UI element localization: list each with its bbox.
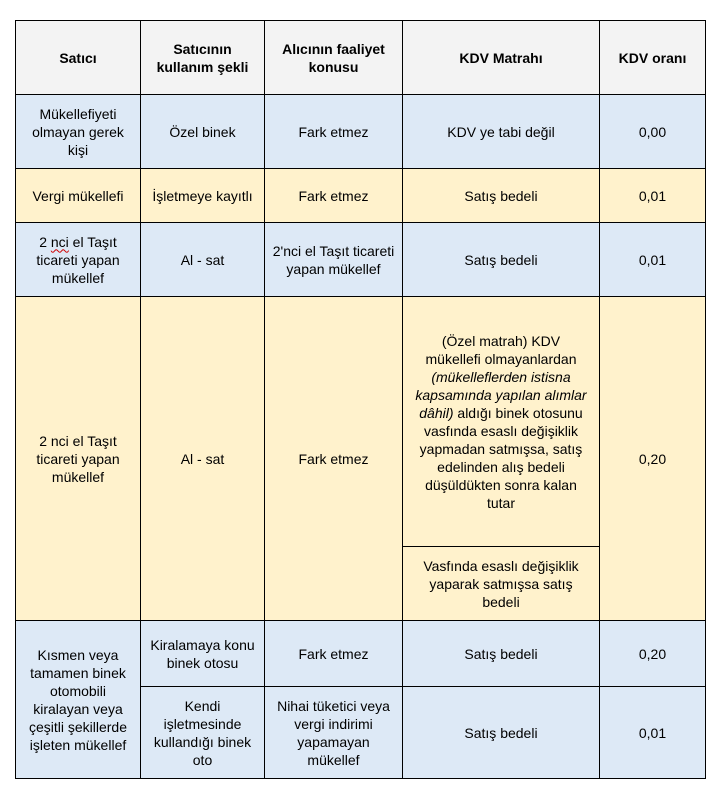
header-rate: KDV oranı bbox=[600, 21, 706, 95]
cell-base-special bbox=[403, 297, 600, 547]
cell-buyer: Fark etmez bbox=[265, 169, 403, 223]
cell-buyer: 2'nci el Taşıt ticareti yapan mükellef bbox=[265, 223, 403, 297]
cell-usage: Özel binek bbox=[141, 95, 265, 169]
seller-prefix: 2 bbox=[39, 233, 51, 250]
cell-base: Satış bedeli bbox=[403, 621, 600, 687]
kdv-rate-table bbox=[15, 20, 706, 779]
cell-rate: 0,01 bbox=[600, 169, 706, 223]
header-seller: Satıcı bbox=[16, 21, 141, 95]
cell-seller: Mükellefiyeti olmayan gerek kişi bbox=[16, 95, 141, 169]
cell-buyer: Fark etmez bbox=[265, 95, 403, 169]
table-row bbox=[16, 297, 706, 547]
header-row bbox=[16, 21, 706, 95]
cell-buyer: Fark etmez bbox=[265, 297, 403, 621]
cell-seller: Vergi mükellefi bbox=[16, 169, 141, 223]
cell-rate: 0,20 bbox=[600, 621, 706, 687]
cell-usage: Kendi işletmesinde kullandığı binek oto bbox=[141, 687, 265, 779]
cell-base: KDV ye tabi değil bbox=[403, 95, 600, 169]
table-row bbox=[16, 95, 706, 169]
cell-base: Satış bedeli bbox=[403, 687, 600, 779]
header-buyer: Alıcının faaliyet konusu bbox=[265, 21, 403, 95]
header-base: KDV Matrahı bbox=[403, 21, 600, 95]
cell-rate: 0,01 bbox=[600, 223, 706, 297]
cell-seller: Kısmen veya tamamen binek otomobili kiralayan veya çeşitli şekillerde işleten mükellef bbox=[16, 621, 141, 779]
header-usage: Satıcının kullanım şekli bbox=[141, 21, 265, 95]
cell-rate: 0,01 bbox=[600, 687, 706, 779]
table-row bbox=[16, 223, 706, 297]
table-row bbox=[16, 169, 706, 223]
cell-seller bbox=[16, 223, 141, 297]
cell-usage: Al - sat bbox=[141, 223, 265, 297]
cell-buyer: Fark etmez bbox=[265, 621, 403, 687]
cell-rate: 0,20 bbox=[600, 297, 706, 621]
cell-base: Satış bedeli bbox=[403, 223, 600, 297]
spellcheck-word: nci bbox=[50, 233, 69, 250]
cell-seller: 2 nci el Taşıt ticareti yapan mükellef bbox=[16, 297, 141, 621]
cell-base: Vasfında esaslı değişiklik yaparak satmışsa satış bedeli bbox=[403, 547, 600, 621]
cell-base: Satış bedeli bbox=[403, 169, 600, 223]
seller-suffix: el Taşıt ticareti yapan mükellef bbox=[36, 233, 120, 286]
cell-rate: 0,00 bbox=[600, 95, 706, 169]
cell-buyer: Nihai tüketici veya vergi indirimi yapamayan mükellef bbox=[265, 687, 403, 779]
special-base-text-2: aldığı binek otosunu vasfında esaslı değişiklik yapmadan satmışsa, satış edelinden alış bedeli düşüldükten sonra kalan tutar bbox=[419, 404, 583, 511]
cell-usage: Kiralamaya konu binek otosu bbox=[141, 621, 265, 687]
special-base-text: (Özel matrah) KDV mükellefi olmayanlardan bbox=[425, 332, 577, 367]
cell-usage: Al - sat bbox=[141, 297, 265, 621]
table-row bbox=[16, 621, 706, 687]
special-base-italic: (mükelleflerden istisna kapsamında yapılan alımlar dâhil) bbox=[415, 368, 587, 421]
cell-usage: İşletmeye kayıtlı bbox=[141, 169, 265, 223]
